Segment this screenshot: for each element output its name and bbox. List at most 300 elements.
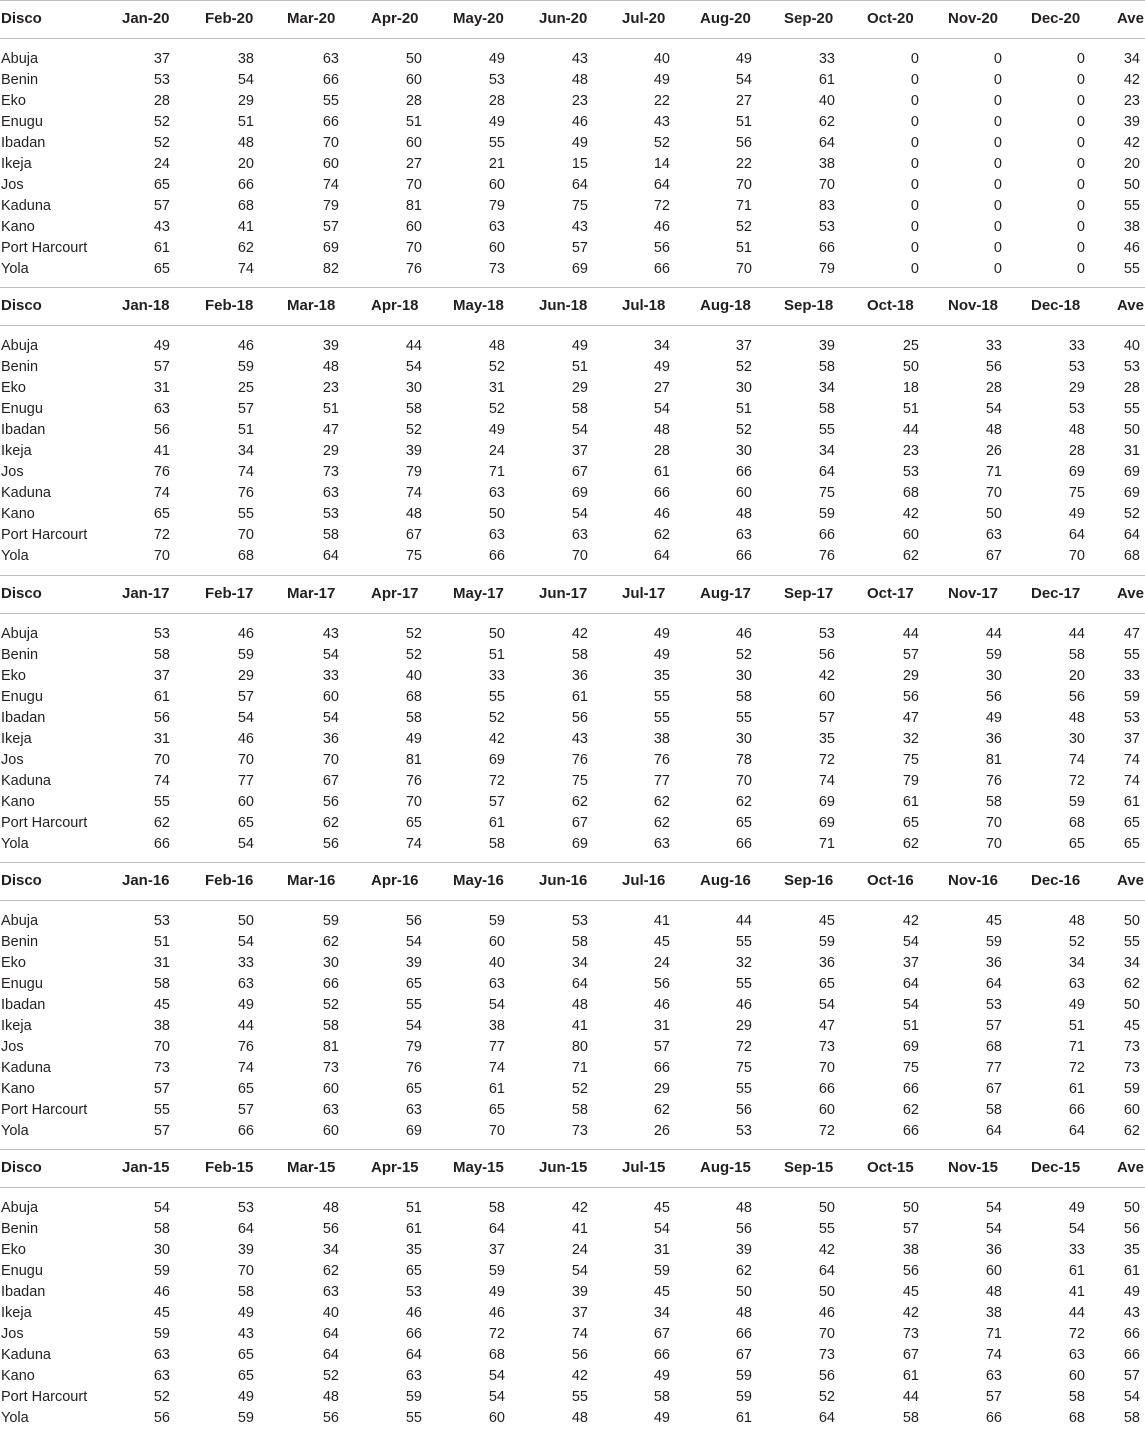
table-cell: 72 bbox=[488, 772, 505, 789]
table-cell: 48 bbox=[322, 1389, 339, 1406]
table-cell: 31 bbox=[153, 380, 170, 397]
table-cell: 54 bbox=[985, 1221, 1002, 1238]
table-cell: 0 bbox=[910, 156, 919, 172]
table-cell: 63 bbox=[322, 1284, 339, 1301]
table-cell: 45 bbox=[653, 1284, 670, 1301]
table-cell: 60 bbox=[405, 135, 422, 151]
table-cell: 53 bbox=[985, 996, 1002, 1013]
table-cell: 31 bbox=[1123, 443, 1140, 460]
table-cell: 70 bbox=[1068, 548, 1085, 565]
table-row bbox=[0, 1281, 1145, 1302]
table-cell: 49 bbox=[653, 625, 670, 642]
table-cell: 31 bbox=[653, 1242, 670, 1259]
table-cell: 51 bbox=[237, 114, 254, 130]
table-cell: 67 bbox=[985, 1080, 1002, 1097]
table-cell: 74 bbox=[1123, 772, 1140, 789]
table-cell: 51 bbox=[571, 359, 588, 376]
table-cell: 59 bbox=[488, 1263, 505, 1280]
table-cell: 69 bbox=[405, 1122, 422, 1139]
table-cell: 64 bbox=[653, 177, 670, 193]
column-header: Feb-18 bbox=[205, 297, 254, 315]
table-cell: 38 bbox=[985, 1305, 1002, 1322]
table-cell: 66 bbox=[735, 464, 752, 481]
table-cell: 58 bbox=[818, 359, 835, 376]
table-cell: 56 bbox=[902, 1263, 919, 1280]
table-cell: 0 bbox=[1076, 156, 1085, 172]
table-cell: 47 bbox=[902, 709, 919, 726]
table-cell: 44 bbox=[735, 912, 752, 929]
table-row bbox=[0, 1407, 1145, 1428]
table-row bbox=[0, 216, 1145, 237]
table-row bbox=[0, 1344, 1145, 1365]
column-header: Jun-18 bbox=[539, 297, 588, 315]
table-cell: 42 bbox=[571, 1200, 588, 1217]
table-cell: 63 bbox=[322, 485, 339, 502]
table-row bbox=[0, 69, 1145, 90]
table-cell: 53 bbox=[153, 625, 170, 642]
table-cell: 46 bbox=[237, 730, 254, 747]
table-cell: 75 bbox=[902, 1059, 919, 1076]
table-cell: 65 bbox=[818, 975, 835, 992]
row-label: Ikeja bbox=[1, 1017, 32, 1034]
table-cell: 62 bbox=[322, 933, 339, 950]
table-cell: 65 bbox=[1123, 835, 1140, 852]
table-cell: 76 bbox=[405, 261, 422, 277]
table-cell: 65 bbox=[902, 814, 919, 831]
table-cell: 55 bbox=[405, 1410, 422, 1427]
table-cell: 71 bbox=[985, 1326, 1002, 1343]
column-header: Mar-17 bbox=[287, 584, 336, 602]
table-cell: 57 bbox=[571, 240, 588, 256]
table-cell: 56 bbox=[985, 359, 1002, 376]
table-row bbox=[0, 1386, 1145, 1407]
column-header: Nov-16 bbox=[948, 871, 999, 889]
table-cell: 71 bbox=[735, 198, 752, 214]
table-row bbox=[0, 1197, 1145, 1218]
table-cell: 64 bbox=[818, 1410, 835, 1427]
table-cell: 18 bbox=[902, 380, 919, 397]
table-cell: 58 bbox=[1123, 1410, 1140, 1427]
column-header: May-18 bbox=[453, 297, 504, 315]
table-cell: 69 bbox=[1123, 464, 1140, 481]
table-row bbox=[0, 258, 1145, 279]
table-cell: 73 bbox=[818, 1038, 835, 1055]
table-cell: 47 bbox=[1123, 625, 1140, 642]
table-cell: 48 bbox=[488, 338, 505, 355]
table-cell: 73 bbox=[902, 1326, 919, 1343]
column-header: Oct-15 bbox=[867, 1159, 914, 1177]
table-cell: 61 bbox=[153, 688, 170, 705]
table-cell: 56 bbox=[153, 709, 170, 726]
table-cell: 51 bbox=[902, 401, 919, 418]
column-header: Feb-17 bbox=[205, 584, 254, 602]
table-cell: 46 bbox=[488, 1305, 505, 1322]
table-cell: 55 bbox=[1123, 198, 1140, 214]
table-cell: 49 bbox=[1068, 996, 1085, 1013]
table-cell: 58 bbox=[902, 1410, 919, 1427]
table-cell: 30 bbox=[735, 443, 752, 460]
table-cell: 81 bbox=[322, 1038, 339, 1055]
column-header: Sep-15 bbox=[784, 1159, 834, 1177]
table-cell: 53 bbox=[1068, 401, 1085, 418]
table-cell: 74 bbox=[1068, 751, 1085, 768]
table-cell: 28 bbox=[653, 443, 670, 460]
table-cell: 64 bbox=[405, 1347, 422, 1364]
table-cell: 55 bbox=[488, 688, 505, 705]
row-label: Jos bbox=[1, 177, 24, 193]
table-cell: 58 bbox=[153, 646, 170, 663]
table-cell: 48 bbox=[571, 72, 588, 88]
table-cell: 27 bbox=[405, 156, 422, 172]
table-cell: 74 bbox=[985, 1347, 1002, 1364]
table-cell: 33 bbox=[818, 51, 835, 67]
table-cell: 36 bbox=[985, 954, 1002, 971]
table-cell: 75 bbox=[735, 1059, 752, 1076]
table-cell: 42 bbox=[571, 625, 588, 642]
table-cell: 68 bbox=[1123, 548, 1140, 565]
row-label: Enugu bbox=[1, 1263, 43, 1280]
table-cell: 0 bbox=[910, 219, 919, 235]
table-cell: 34 bbox=[571, 954, 588, 971]
table-cell: 55 bbox=[735, 975, 752, 992]
table-cell: 60 bbox=[488, 1410, 505, 1427]
table-cell: 73 bbox=[322, 464, 339, 481]
table-cell: 69 bbox=[571, 261, 588, 277]
table-cell: 30 bbox=[322, 954, 339, 971]
row-label: Abuja bbox=[1, 1200, 39, 1217]
table-cell: 81 bbox=[405, 751, 422, 768]
table-cell: 38 bbox=[237, 51, 254, 67]
table-cell: 73 bbox=[571, 1122, 588, 1139]
table-cell: 53 bbox=[405, 1284, 422, 1301]
table-cell: 48 bbox=[1068, 912, 1085, 929]
table-cell: 69 bbox=[571, 485, 588, 502]
row-label: Yola bbox=[1, 1410, 29, 1427]
table-cell: 39 bbox=[405, 443, 422, 460]
table-cell: 54 bbox=[405, 1017, 422, 1034]
table-cell: 68 bbox=[1068, 1410, 1085, 1427]
table-cell: 27 bbox=[653, 380, 670, 397]
column-header: May-15 bbox=[453, 1159, 504, 1177]
row-label: Ibadan bbox=[1, 135, 46, 151]
table-cell: 53 bbox=[902, 464, 919, 481]
column-header: Jan-16 bbox=[122, 871, 170, 889]
row-label: Kano bbox=[1, 1080, 35, 1097]
table-cell: 0 bbox=[910, 177, 919, 193]
table-cell: 53 bbox=[818, 625, 835, 642]
table-cell: 65 bbox=[237, 814, 254, 831]
column-header: Sep-16 bbox=[784, 871, 834, 889]
table-cell: 70 bbox=[488, 1122, 505, 1139]
table-cell: 41 bbox=[571, 1221, 588, 1238]
table-cell: 70 bbox=[818, 177, 835, 193]
table-cell: 51 bbox=[237, 422, 254, 439]
table-cell: 59 bbox=[405, 1389, 422, 1406]
column-header: Sep-20 bbox=[784, 10, 834, 27]
table-cell: 63 bbox=[153, 401, 170, 418]
table-cell: 63 bbox=[153, 1368, 170, 1385]
table-cell: 79 bbox=[818, 261, 835, 277]
table-cell: 30 bbox=[735, 667, 752, 684]
table-cell: 63 bbox=[237, 975, 254, 992]
table-cell: 53 bbox=[1123, 709, 1140, 726]
table-cell: 45 bbox=[153, 996, 170, 1013]
table-cell: 60 bbox=[1123, 1101, 1140, 1118]
table-cell: 46 bbox=[153, 1284, 170, 1301]
table-row bbox=[0, 910, 1145, 931]
row-label: Yola bbox=[1, 835, 29, 852]
table-cell: 0 bbox=[993, 198, 1002, 214]
column-header: Jun-17 bbox=[539, 584, 588, 602]
table-cell: 55 bbox=[322, 93, 339, 109]
table-cell: 73 bbox=[322, 1059, 339, 1076]
table-cell: 73 bbox=[1123, 1059, 1140, 1076]
table-cell: 43 bbox=[571, 730, 588, 747]
table-cell: 37 bbox=[571, 443, 588, 460]
table-cell: 55 bbox=[818, 422, 835, 439]
table-row bbox=[0, 132, 1145, 153]
table-cell: 24 bbox=[488, 443, 505, 460]
table-cell: 52 bbox=[153, 1389, 170, 1406]
table-cell: 61 bbox=[653, 464, 670, 481]
table-cell: 37 bbox=[1123, 730, 1140, 747]
table-cell: 49 bbox=[571, 338, 588, 355]
table-cell: 0 bbox=[1076, 72, 1085, 88]
table-cell: 40 bbox=[488, 954, 505, 971]
table-cell: 58 bbox=[818, 401, 835, 418]
table-cell: 56 bbox=[735, 1101, 752, 1118]
table-cell: 60 bbox=[818, 688, 835, 705]
table-cell: 29 bbox=[735, 1017, 752, 1034]
table-cell: 45 bbox=[985, 912, 1002, 929]
table-cell: 39 bbox=[405, 954, 422, 971]
table-cell: 55 bbox=[735, 1080, 752, 1097]
table-cell: 63 bbox=[735, 527, 752, 544]
table-cell: 74 bbox=[237, 1059, 254, 1076]
table-cell: 64 bbox=[985, 1122, 1002, 1139]
table-row bbox=[0, 111, 1145, 132]
table-cell: 48 bbox=[735, 506, 752, 523]
table-cell: 38 bbox=[1123, 219, 1140, 235]
table-row bbox=[0, 419, 1145, 440]
table-cell: 64 bbox=[322, 1326, 339, 1343]
table-cell: 54 bbox=[237, 933, 254, 950]
column-header: May-20 bbox=[453, 10, 504, 27]
column-header: Nov-17 bbox=[948, 584, 999, 602]
table-cell: 49 bbox=[488, 422, 505, 439]
table-cell: 27 bbox=[735, 93, 752, 109]
column-header: Jul-16 bbox=[622, 871, 666, 889]
table-cell: 64 bbox=[653, 548, 670, 565]
row-label: Jos bbox=[1, 1038, 24, 1055]
table-cell: 66 bbox=[322, 975, 339, 992]
divider bbox=[0, 900, 1145, 901]
table-cell: 20 bbox=[1068, 667, 1085, 684]
table-cell: 63 bbox=[985, 1368, 1002, 1385]
table-cell: 25 bbox=[237, 380, 254, 397]
column-header: Apr-20 bbox=[371, 10, 419, 27]
table-cell: 34 bbox=[1068, 954, 1085, 971]
table-cell: 52 bbox=[322, 996, 339, 1013]
table-cell: 50 bbox=[735, 1284, 752, 1301]
table-cell: 32 bbox=[735, 954, 752, 971]
table-cell: 60 bbox=[1068, 1368, 1085, 1385]
column-header: Apr-16 bbox=[371, 871, 419, 889]
table-row bbox=[0, 1036, 1145, 1057]
row-label: Kaduna bbox=[1, 198, 51, 214]
table-cell: 74 bbox=[1123, 751, 1140, 768]
table-cell: 23 bbox=[322, 380, 339, 397]
table-cell: 48 bbox=[653, 422, 670, 439]
table-cell: 52 bbox=[488, 709, 505, 726]
table-cell: 57 bbox=[653, 1038, 670, 1055]
table-cell: 0 bbox=[993, 156, 1002, 172]
table-cell: 52 bbox=[571, 1080, 588, 1097]
table-cell: 56 bbox=[571, 709, 588, 726]
table-cell: 52 bbox=[818, 1389, 835, 1406]
column-header: Jun-16 bbox=[539, 871, 588, 889]
table-cell: 0 bbox=[993, 72, 1002, 88]
table-cell: 40 bbox=[653, 51, 670, 67]
table-cell: 66 bbox=[653, 261, 670, 277]
row-label: Eko bbox=[1, 1242, 26, 1259]
table-cell: 63 bbox=[488, 975, 505, 992]
table-cell: 46 bbox=[653, 219, 670, 235]
table-cell: 44 bbox=[237, 1017, 254, 1034]
table-cell: 65 bbox=[735, 814, 752, 831]
table-cell: 54 bbox=[488, 996, 505, 1013]
table-cell: 61 bbox=[488, 814, 505, 831]
table-row bbox=[0, 1302, 1145, 1323]
table-cell: 0 bbox=[1076, 51, 1085, 67]
row-label: Kaduna bbox=[1, 1059, 51, 1076]
table-cell: 57 bbox=[488, 793, 505, 810]
table-cell: 43 bbox=[237, 1326, 254, 1343]
table-cell: 61 bbox=[1068, 1080, 1085, 1097]
column-header: Dec-20 bbox=[1031, 10, 1081, 27]
table-cell: 81 bbox=[985, 751, 1002, 768]
column-header: Jul-18 bbox=[622, 297, 666, 315]
table-cell: 57 bbox=[902, 1221, 919, 1238]
table-cell: 69 bbox=[1123, 485, 1140, 502]
table-cell: 58 bbox=[488, 835, 505, 852]
table-cell: 49 bbox=[237, 996, 254, 1013]
row-label: Benin bbox=[1, 72, 39, 88]
table-cell: 74 bbox=[405, 835, 422, 852]
divider bbox=[0, 1187, 1145, 1188]
row-label: Eko bbox=[1, 954, 26, 971]
table-cell: 62 bbox=[322, 814, 339, 831]
table-cell: 48 bbox=[985, 422, 1002, 439]
table-cell: 57 bbox=[237, 401, 254, 418]
column-header: Mar-16 bbox=[287, 871, 336, 889]
table-cell: 48 bbox=[1068, 422, 1085, 439]
table-cell: 56 bbox=[322, 793, 339, 810]
table-cell: 66 bbox=[735, 1326, 752, 1343]
table-cell: 44 bbox=[1068, 625, 1085, 642]
row-label: Ikeja bbox=[1, 443, 32, 460]
row-label: Kano bbox=[1, 219, 35, 235]
table-cell: 61 bbox=[405, 1221, 422, 1238]
table-cell: 14 bbox=[653, 156, 670, 172]
table-cell: 54 bbox=[237, 709, 254, 726]
table-cell: 60 bbox=[322, 688, 339, 705]
table-cell: 54 bbox=[405, 359, 422, 376]
table-cell: 76 bbox=[153, 464, 170, 481]
table-row bbox=[0, 1015, 1145, 1036]
table-row bbox=[0, 812, 1145, 833]
table-cell: 0 bbox=[1076, 198, 1085, 214]
table-cell: 65 bbox=[237, 1080, 254, 1097]
table-cell: 62 bbox=[902, 548, 919, 565]
table-cell: 59 bbox=[1123, 1080, 1140, 1097]
column-header: Ave bbox=[1117, 1159, 1144, 1177]
table-cell: 55 bbox=[653, 709, 670, 726]
table-row bbox=[0, 749, 1145, 770]
table-cell: 64 bbox=[1068, 1122, 1085, 1139]
column-header: Aug-17 bbox=[700, 584, 751, 602]
table-cell: 58 bbox=[571, 1101, 588, 1118]
table-cell: 72 bbox=[818, 1122, 835, 1139]
row-label: Port Harcourt bbox=[1, 1389, 88, 1406]
table-row bbox=[0, 665, 1145, 686]
table-cell: 62 bbox=[237, 240, 254, 256]
table-cell: 50 bbox=[488, 506, 505, 523]
table-cell: 66 bbox=[902, 1080, 919, 1097]
table-cell: 71 bbox=[818, 835, 835, 852]
table-cell: 67 bbox=[902, 1347, 919, 1364]
table-cell: 65 bbox=[405, 1263, 422, 1280]
table-cell: 50 bbox=[902, 359, 919, 376]
table-row bbox=[0, 1078, 1145, 1099]
table-cell: 55 bbox=[405, 996, 422, 1013]
column-header: Nov-18 bbox=[948, 297, 999, 315]
table-cell: 72 bbox=[153, 527, 170, 544]
table-cell: 76 bbox=[405, 772, 422, 789]
table-cell: 36 bbox=[571, 667, 588, 684]
table-row bbox=[0, 545, 1145, 566]
table-cell: 26 bbox=[985, 443, 1002, 460]
table-cell: 42 bbox=[902, 1305, 919, 1322]
table-cell: 35 bbox=[1123, 1242, 1140, 1259]
column-header: Apr-15 bbox=[371, 1159, 419, 1177]
table-cell: 70 bbox=[818, 1059, 835, 1076]
table-cell: 73 bbox=[153, 1059, 170, 1076]
table-cell: 57 bbox=[985, 1389, 1002, 1406]
table-cell: 39 bbox=[571, 1284, 588, 1301]
table-cell: 64 bbox=[571, 975, 588, 992]
table-cell: 53 bbox=[153, 72, 170, 88]
table-cell: 56 bbox=[653, 240, 670, 256]
table-cell: 72 bbox=[818, 751, 835, 768]
table-cell: 54 bbox=[571, 506, 588, 523]
table-cell: 0 bbox=[993, 51, 1002, 67]
row-label: Jos bbox=[1, 1326, 24, 1343]
table-cell: 20 bbox=[1123, 156, 1140, 172]
table-cell: 60 bbox=[488, 240, 505, 256]
table-cell: 49 bbox=[237, 1305, 254, 1322]
table-cell: 75 bbox=[571, 772, 588, 789]
table-cell: 73 bbox=[1123, 1038, 1140, 1055]
table-row bbox=[0, 335, 1145, 356]
table-cell: 42 bbox=[902, 912, 919, 929]
column-header: Nov-20 bbox=[948, 10, 999, 27]
table-cell: 68 bbox=[902, 485, 919, 502]
row-label: Ibadan bbox=[1, 996, 46, 1013]
table-cell: 74 bbox=[818, 772, 835, 789]
row-label: Ibadan bbox=[1, 422, 46, 439]
table-cell: 56 bbox=[1068, 688, 1085, 705]
